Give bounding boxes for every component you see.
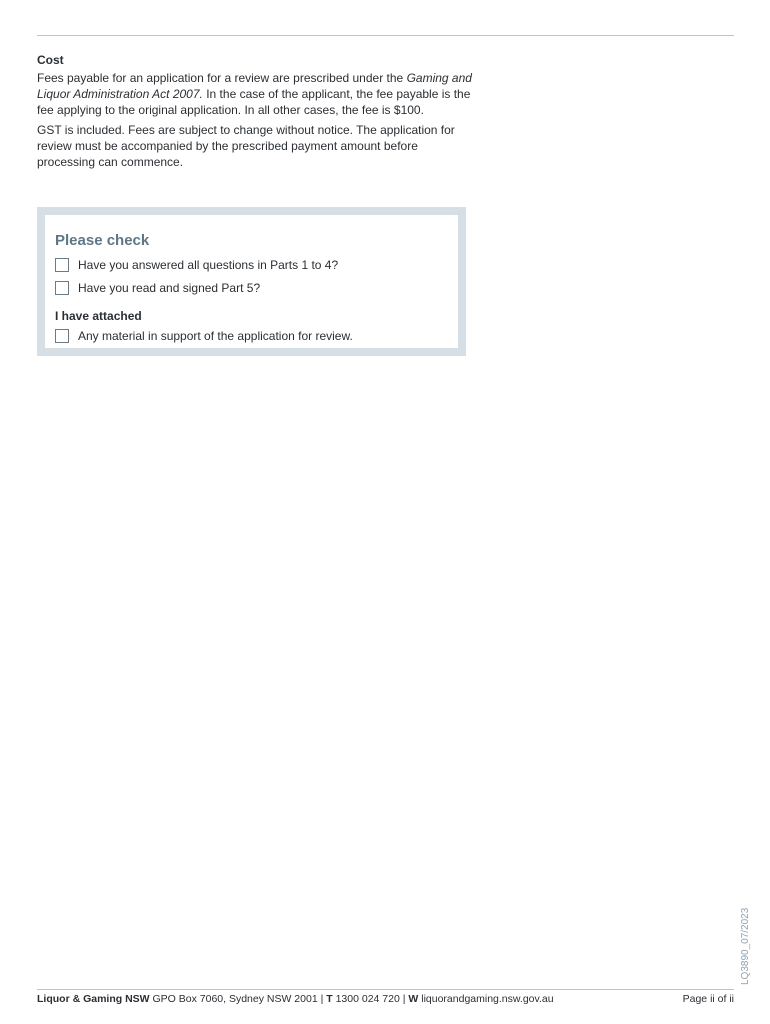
top-divider	[37, 35, 734, 36]
footer-separator: |	[320, 993, 324, 1005]
footer	[37, 992, 734, 1006]
cost-heading: Cost	[37, 53, 64, 67]
check-item-label: Have you read and signed Part 5?	[78, 281, 261, 295]
footer-separator: |	[402, 993, 406, 1005]
document-code: LQ3890_07/2023	[740, 907, 751, 985]
page-number: Page ii of ii	[682, 993, 734, 1005]
check-item-signed	[55, 280, 260, 296]
fees-text-start: Fees payable for an application for a review are prescribed under the	[37, 71, 404, 85]
check-item-questions	[55, 257, 338, 273]
footer-website-link[interactable]: liquorandgaming.nsw.gov.au	[421, 993, 554, 1005]
footer-address: GPO Box 7060, Sydney NSW 2001	[152, 993, 318, 1005]
cost-paragraph-fees	[37, 70, 472, 118]
fees-text-end: In the case of the applicant, the fee payable is the fee applying to the original application. In all other cases, the fee is $100.	[37, 87, 471, 117]
checkbox-material[interactable]	[55, 329, 69, 343]
footer-divider	[37, 989, 734, 990]
cost-paragraph-gst: GST is included. Fees are subject to change without notice. The application for review must be accompanied by the prescribed payment amount before processing can commence.	[37, 123, 455, 169]
cost-section	[37, 52, 472, 174]
please-check-inner	[45, 215, 458, 348]
check-item-label: Have you answered all questions in Parts 1 to 4?	[78, 258, 339, 272]
footer-web-label: W	[408, 993, 419, 1005]
please-check-panel	[37, 207, 466, 356]
please-check-title: Please check	[55, 232, 150, 249]
footer-phone-label: T	[326, 993, 333, 1005]
checkbox-signed[interactable]	[55, 281, 69, 295]
attached-heading: I have attached	[55, 309, 142, 323]
act-name: Gaming and Liquor Administration Act 2007.	[37, 71, 472, 101]
footer-org: Liquor & Gaming NSW	[37, 993, 150, 1005]
footer-phone: 1300 024 720	[335, 993, 400, 1005]
check-item-label: Any material in support of the application for review.	[78, 329, 353, 343]
checkbox-questions[interactable]	[55, 258, 69, 272]
check-item-material	[55, 328, 353, 344]
